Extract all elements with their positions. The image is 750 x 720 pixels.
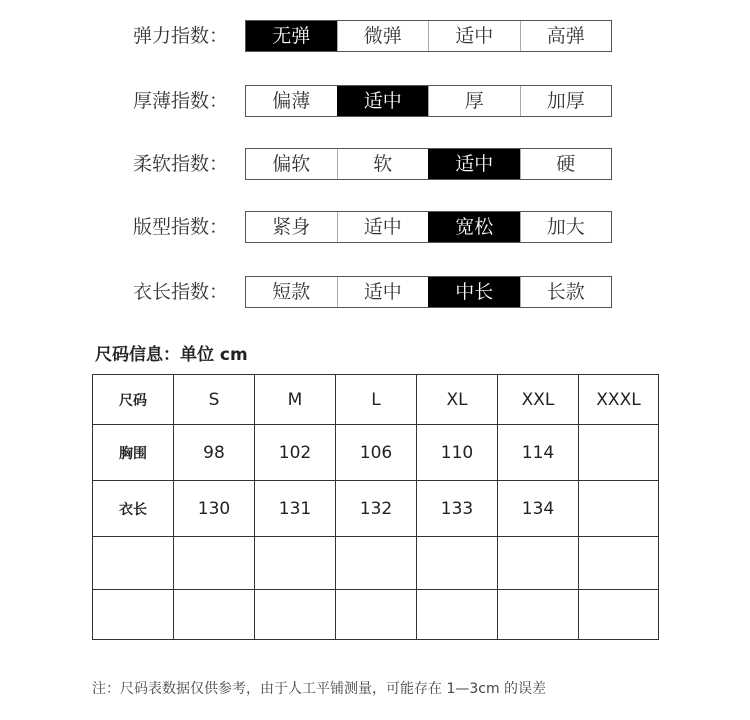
index-option: 宽松 xyxy=(428,212,520,242)
table-header-cell: 尺码 xyxy=(93,375,174,425)
table-cell xyxy=(579,537,659,590)
table-cell: 胸围 xyxy=(93,425,174,481)
index-label: 柔软指数： xyxy=(133,153,229,175)
table-cell xyxy=(417,590,498,640)
index-row-thickness xyxy=(0,84,750,118)
table-cell: 110 xyxy=(417,425,498,481)
index-option: 适中 xyxy=(428,149,520,179)
table-cell: 133 xyxy=(417,481,498,537)
size-table xyxy=(92,374,659,640)
table-cell: 114 xyxy=(498,425,579,481)
table-header-cell: XL xyxy=(417,375,498,425)
index-option: 高弹 xyxy=(520,21,612,51)
table-cell xyxy=(579,590,659,640)
table-header-cell: M xyxy=(255,375,336,425)
table-header-cell: XXXL xyxy=(579,375,659,425)
index-option: 微弹 xyxy=(337,21,429,51)
table-header-cell: L xyxy=(336,375,417,425)
index-row-elasticity xyxy=(0,19,750,53)
table-header-cell: XXL xyxy=(498,375,579,425)
table-cell: 98 xyxy=(174,425,255,481)
index-option: 偏软 xyxy=(246,149,337,179)
table-row xyxy=(93,481,659,537)
index-option: 适中 xyxy=(428,21,520,51)
index-options xyxy=(245,85,612,117)
size-info-title: 尺码信息：单位 cm xyxy=(95,345,248,365)
index-options xyxy=(245,20,612,52)
index-option: 软 xyxy=(337,149,429,179)
table-cell: 131 xyxy=(255,481,336,537)
table-cell xyxy=(255,590,336,640)
index-label: 衣长指数： xyxy=(133,281,229,303)
index-option: 适中 xyxy=(337,212,429,242)
index-row-length xyxy=(0,275,750,309)
table-cell: 130 xyxy=(174,481,255,537)
table-header-cell: S xyxy=(174,375,255,425)
index-option: 长款 xyxy=(520,277,612,307)
table-cell xyxy=(498,590,579,640)
disclaimer-note: 注：尺码表数据仅供参考，由于人工平铺测量，可能存在 1—3cm 的误差 xyxy=(92,681,547,697)
index-option: 硬 xyxy=(520,149,612,179)
index-option: 厚 xyxy=(428,86,520,116)
table-header-row xyxy=(93,375,659,425)
index-label: 版型指数： xyxy=(133,216,229,238)
table-cell xyxy=(579,481,659,537)
index-options xyxy=(245,148,612,180)
index-option: 无弹 xyxy=(246,21,337,51)
index-option: 偏薄 xyxy=(246,86,337,116)
table-cell xyxy=(93,590,174,640)
table-cell: 106 xyxy=(336,425,417,481)
table-cell xyxy=(174,590,255,640)
table-row xyxy=(93,590,659,640)
table-cell xyxy=(336,537,417,590)
table-cell xyxy=(255,537,336,590)
index-option: 短款 xyxy=(246,277,337,307)
table-cell xyxy=(417,537,498,590)
table-row xyxy=(93,425,659,481)
index-options xyxy=(245,211,612,243)
table-cell xyxy=(93,537,174,590)
index-option: 加大 xyxy=(520,212,612,242)
index-row-softness xyxy=(0,147,750,181)
index-option: 紧身 xyxy=(246,212,337,242)
index-option: 加厚 xyxy=(520,86,612,116)
index-label: 厚薄指数： xyxy=(133,90,229,112)
table-row xyxy=(93,537,659,590)
index-options xyxy=(245,276,612,308)
table-cell: 衣长 xyxy=(93,481,174,537)
table-cell xyxy=(174,537,255,590)
table-cell: 102 xyxy=(255,425,336,481)
index-option: 适中 xyxy=(337,86,429,116)
index-option: 适中 xyxy=(337,277,429,307)
table-cell xyxy=(579,425,659,481)
index-option: 中长 xyxy=(428,277,520,307)
table-cell: 132 xyxy=(336,481,417,537)
table-cell: 134 xyxy=(498,481,579,537)
table-cell xyxy=(336,590,417,640)
table-cell xyxy=(498,537,579,590)
index-row-fit xyxy=(0,210,750,244)
index-label: 弹力指数： xyxy=(133,25,229,47)
